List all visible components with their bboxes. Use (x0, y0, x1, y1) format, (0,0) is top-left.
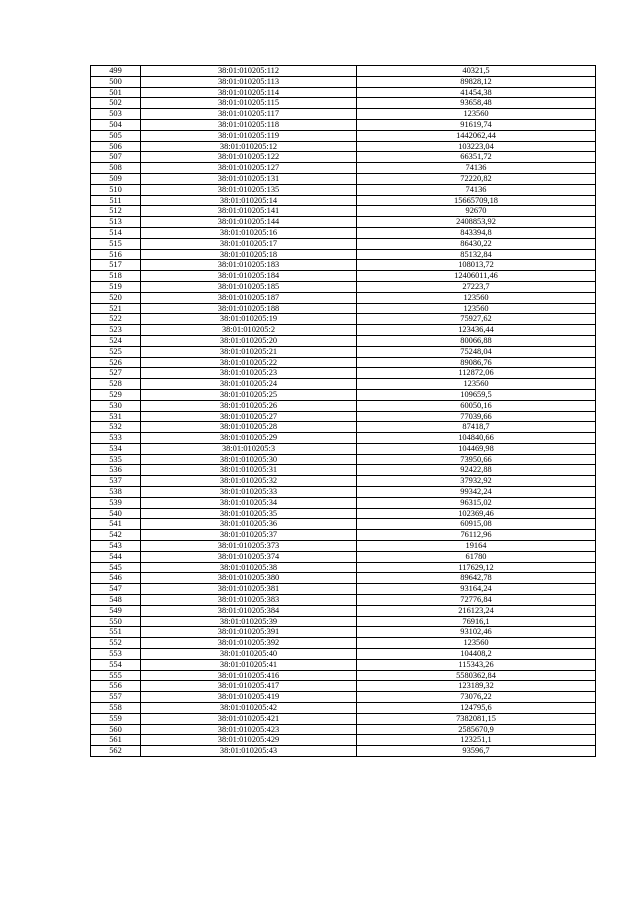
table-row (91, 616, 596, 627)
value-cell: 86430,22 (357, 238, 596, 249)
row-number-cell: 520 (91, 292, 141, 303)
table-row (91, 476, 596, 487)
table-row (91, 163, 596, 174)
value-cell: 41454,38 (357, 87, 596, 98)
cadastral-number-cell: 38:01:010205:27 (141, 411, 357, 422)
table-row (91, 303, 596, 314)
table-row (91, 595, 596, 606)
table-row (91, 314, 596, 325)
value-cell: 123560 (357, 303, 596, 314)
value-cell: 7382081,15 (357, 713, 596, 724)
value-cell: 72776,84 (357, 595, 596, 606)
value-cell: 74136 (357, 184, 596, 195)
value-cell: 19164 (357, 541, 596, 552)
value-cell: 99342,24 (357, 487, 596, 498)
value-cell: 123560 (357, 379, 596, 390)
table-row (91, 713, 596, 724)
row-number-cell: 524 (91, 335, 141, 346)
table-row (91, 195, 596, 206)
row-number-cell: 500 (91, 76, 141, 87)
value-cell: 76112,96 (357, 530, 596, 541)
row-number-cell: 513 (91, 217, 141, 228)
row-number-cell: 512 (91, 206, 141, 217)
cadastral-number-cell: 38:01:010205:14 (141, 195, 357, 206)
table-row (91, 746, 596, 757)
cadastral-number-cell: 38:01:010205:35 (141, 508, 357, 519)
row-number-cell: 531 (91, 411, 141, 422)
cadastral-number-cell: 38:01:010205:114 (141, 87, 357, 98)
cadastral-number-cell: 38:01:010205:392 (141, 638, 357, 649)
table-row (91, 109, 596, 120)
table-row (91, 346, 596, 357)
row-number-cell: 552 (91, 638, 141, 649)
value-cell: 109659,5 (357, 389, 596, 400)
table-row (91, 487, 596, 498)
row-number-cell: 511 (91, 195, 141, 206)
value-cell: 60050,16 (357, 400, 596, 411)
row-number-cell: 505 (91, 130, 141, 141)
cadastral-number-cell: 38:01:010205:25 (141, 389, 357, 400)
row-number-cell: 526 (91, 357, 141, 368)
row-number-cell: 542 (91, 530, 141, 541)
table-row (91, 724, 596, 735)
cadastral-number-cell: 38:01:010205:37 (141, 530, 357, 541)
value-cell: 103223,04 (357, 141, 596, 152)
cadastral-number-cell: 38:01:010205:144 (141, 217, 357, 228)
row-number-cell: 508 (91, 163, 141, 174)
table-row (91, 130, 596, 141)
row-number-cell: 546 (91, 573, 141, 584)
row-number-cell: 536 (91, 465, 141, 476)
cadastral-number-cell: 38:01:010205:391 (141, 627, 357, 638)
cadastral-number-cell: 38:01:010205:185 (141, 281, 357, 292)
row-number-cell: 533 (91, 433, 141, 444)
row-number-cell: 545 (91, 562, 141, 573)
value-cell: 93658,48 (357, 98, 596, 109)
cadastral-number-cell: 38:01:010205:187 (141, 292, 357, 303)
cadastral-number-cell: 38:01:010205:19 (141, 314, 357, 325)
table-row (91, 368, 596, 379)
table-row (91, 519, 596, 530)
table-row (91, 173, 596, 184)
cadastral-number-cell: 38:01:010205:115 (141, 98, 357, 109)
table-row (91, 217, 596, 228)
value-cell: 89828,12 (357, 76, 596, 87)
table-row (91, 465, 596, 476)
row-number-cell: 521 (91, 303, 141, 314)
table-row (91, 271, 596, 282)
value-cell: 124795,6 (357, 703, 596, 714)
value-cell: 123436,44 (357, 325, 596, 336)
row-number-cell: 518 (91, 271, 141, 282)
row-number-cell: 529 (91, 389, 141, 400)
row-number-cell: 559 (91, 713, 141, 724)
row-number-cell: 503 (91, 109, 141, 120)
cadastral-number-cell: 38:01:010205:113 (141, 76, 357, 87)
row-number-cell: 516 (91, 249, 141, 260)
cadastral-number-cell: 38:01:010205:381 (141, 584, 357, 595)
cadastral-number-cell: 38:01:010205:21 (141, 346, 357, 357)
value-cell: 123251,1 (357, 735, 596, 746)
row-number-cell: 558 (91, 703, 141, 714)
table-body (91, 66, 596, 757)
row-number-cell: 543 (91, 541, 141, 552)
cadastral-number-cell: 38:01:010205:12 (141, 141, 357, 152)
table-row (91, 573, 596, 584)
value-cell: 40321,5 (357, 66, 596, 77)
cadastral-number-cell: 38:01:010205:383 (141, 595, 357, 606)
cadastral-number-cell: 38:01:010205:117 (141, 109, 357, 120)
cadastral-number-cell: 38:01:010205:184 (141, 271, 357, 282)
value-cell: 104408,2 (357, 649, 596, 660)
row-number-cell: 514 (91, 227, 141, 238)
cadastral-number-cell: 38:01:010205:188 (141, 303, 357, 314)
cadastral-number-cell: 38:01:010205:34 (141, 497, 357, 508)
value-cell: 85132,84 (357, 249, 596, 260)
cadastral-number-cell: 38:01:010205:423 (141, 724, 357, 735)
cadastral-number-cell: 38:01:010205:373 (141, 541, 357, 552)
table-row (91, 508, 596, 519)
table-row (91, 206, 596, 217)
cadastral-number-cell: 38:01:010205:374 (141, 551, 357, 562)
row-number-cell: 551 (91, 627, 141, 638)
cadastral-number-cell: 38:01:010205:380 (141, 573, 357, 584)
value-cell: 2585670,9 (357, 724, 596, 735)
table-row (91, 735, 596, 746)
table-row (91, 443, 596, 454)
value-cell: 60915,08 (357, 519, 596, 530)
row-number-cell: 535 (91, 454, 141, 465)
row-number-cell: 562 (91, 746, 141, 757)
row-number-cell: 549 (91, 605, 141, 616)
table-row (91, 238, 596, 249)
table-row (91, 66, 596, 77)
value-cell: 112872,06 (357, 368, 596, 379)
value-cell: 74136 (357, 163, 596, 174)
cadastral-number-cell: 38:01:010205:28 (141, 422, 357, 433)
value-cell: 843394,8 (357, 227, 596, 238)
cadastral-number-cell: 38:01:010205:131 (141, 173, 357, 184)
cadastral-number-cell: 38:01:010205:31 (141, 465, 357, 476)
row-number-cell: 502 (91, 98, 141, 109)
value-cell: 5580362,84 (357, 670, 596, 681)
cadastral-number-cell: 38:01:010205:41 (141, 659, 357, 670)
value-cell: 89086,76 (357, 357, 596, 368)
table-row (91, 389, 596, 400)
value-cell: 77039,66 (357, 411, 596, 422)
cadastral-number-cell: 38:01:010205:33 (141, 487, 357, 498)
row-number-cell: 554 (91, 659, 141, 670)
row-number-cell: 537 (91, 476, 141, 487)
value-cell: 104840,66 (357, 433, 596, 444)
table-row (91, 605, 596, 616)
row-number-cell: 553 (91, 649, 141, 660)
value-cell: 123189,32 (357, 681, 596, 692)
cadastral-number-cell: 38:01:010205:119 (141, 130, 357, 141)
table-row (91, 584, 596, 595)
row-number-cell: 515 (91, 238, 141, 249)
table-row (91, 87, 596, 98)
cadastral-number-cell: 38:01:010205:419 (141, 692, 357, 703)
cadastral-number-cell: 38:01:010205:22 (141, 357, 357, 368)
cadastral-table (90, 65, 596, 757)
cadastral-number-cell: 38:01:010205:141 (141, 206, 357, 217)
row-number-cell: 507 (91, 152, 141, 163)
table-row (91, 400, 596, 411)
table-row (91, 325, 596, 336)
value-cell: 92422,88 (357, 465, 596, 476)
cadastral-number-cell: 38:01:010205:26 (141, 400, 357, 411)
row-number-cell: 540 (91, 508, 141, 519)
row-number-cell: 509 (91, 173, 141, 184)
table-row (91, 497, 596, 508)
row-number-cell: 528 (91, 379, 141, 390)
value-cell: 102369,46 (357, 508, 596, 519)
table-row (91, 152, 596, 163)
table-row (91, 141, 596, 152)
cadastral-number-cell: 38:01:010205:42 (141, 703, 357, 714)
row-number-cell: 560 (91, 724, 141, 735)
cadastral-number-cell: 38:01:010205:118 (141, 119, 357, 130)
table-row (91, 627, 596, 638)
table-row (91, 692, 596, 703)
table-row (91, 649, 596, 660)
row-number-cell: 532 (91, 422, 141, 433)
row-number-cell: 501 (91, 87, 141, 98)
row-number-cell: 547 (91, 584, 141, 595)
row-number-cell: 504 (91, 119, 141, 130)
value-cell: 72220,82 (357, 173, 596, 184)
value-cell: 93164,24 (357, 584, 596, 595)
value-cell: 1442062,44 (357, 130, 596, 141)
value-cell: 92670 (357, 206, 596, 217)
value-cell: 75248,04 (357, 346, 596, 357)
row-number-cell: 556 (91, 681, 141, 692)
table-row (91, 379, 596, 390)
row-number-cell: 527 (91, 368, 141, 379)
table-row (91, 433, 596, 444)
value-cell: 73076,22 (357, 692, 596, 703)
table-row (91, 411, 596, 422)
cadastral-number-cell: 38:01:010205:40 (141, 649, 357, 660)
value-cell: 27223,7 (357, 281, 596, 292)
row-number-cell: 541 (91, 519, 141, 530)
cadastral-number-cell: 38:01:010205:2 (141, 325, 357, 336)
table-row (91, 703, 596, 714)
row-number-cell: 548 (91, 595, 141, 606)
table-row (91, 681, 596, 692)
table-row (91, 562, 596, 573)
value-cell: 93102,46 (357, 627, 596, 638)
table-row (91, 98, 596, 109)
cadastral-number-cell: 38:01:010205:421 (141, 713, 357, 724)
row-number-cell: 519 (91, 281, 141, 292)
table-row (91, 638, 596, 649)
table-row (91, 454, 596, 465)
cadastral-number-cell: 38:01:010205:384 (141, 605, 357, 616)
value-cell: 123560 (357, 109, 596, 120)
cadastral-number-cell: 38:01:010205:20 (141, 335, 357, 346)
value-cell: 80066,88 (357, 335, 596, 346)
value-cell: 108013,72 (357, 260, 596, 271)
table-row (91, 335, 596, 346)
cadastral-number-cell: 38:01:010205:3 (141, 443, 357, 454)
cadastral-number-cell: 38:01:010205:23 (141, 368, 357, 379)
row-number-cell: 539 (91, 497, 141, 508)
row-number-cell: 534 (91, 443, 141, 454)
table-row (91, 119, 596, 130)
cadastral-number-cell: 38:01:010205:43 (141, 746, 357, 757)
value-cell: 216123,24 (357, 605, 596, 616)
value-cell: 15665709,18 (357, 195, 596, 206)
value-cell: 115343,26 (357, 659, 596, 670)
value-cell: 89642,78 (357, 573, 596, 584)
cadastral-number-cell: 38:01:010205:127 (141, 163, 357, 174)
value-cell: 123560 (357, 292, 596, 303)
row-number-cell: 561 (91, 735, 141, 746)
cadastral-number-cell: 38:01:010205:417 (141, 681, 357, 692)
value-cell: 76916,1 (357, 616, 596, 627)
row-number-cell: 510 (91, 184, 141, 195)
cadastral-number-cell: 38:01:010205:30 (141, 454, 357, 465)
table-row (91, 422, 596, 433)
cadastral-number-cell: 38:01:010205:39 (141, 616, 357, 627)
cadastral-number-cell: 38:01:010205:32 (141, 476, 357, 487)
row-number-cell: 499 (91, 66, 141, 77)
cadastral-number-cell: 38:01:010205:429 (141, 735, 357, 746)
table-row (91, 357, 596, 368)
table-row (91, 76, 596, 87)
cadastral-number-cell: 38:01:010205:38 (141, 562, 357, 573)
row-number-cell: 538 (91, 487, 141, 498)
value-cell: 73950,66 (357, 454, 596, 465)
table-row (91, 281, 596, 292)
table-row (91, 249, 596, 260)
row-number-cell: 550 (91, 616, 141, 627)
value-cell: 104469,98 (357, 443, 596, 454)
row-number-cell: 517 (91, 260, 141, 271)
row-number-cell: 522 (91, 314, 141, 325)
row-number-cell: 506 (91, 141, 141, 152)
cadastral-number-cell: 38:01:010205:135 (141, 184, 357, 195)
value-cell: 91619,74 (357, 119, 596, 130)
cadastral-number-cell: 38:01:010205:416 (141, 670, 357, 681)
cadastral-number-cell: 38:01:010205:122 (141, 152, 357, 163)
value-cell: 12406011,46 (357, 271, 596, 282)
table-row (91, 541, 596, 552)
table-row (91, 184, 596, 195)
value-cell: 117629,12 (357, 562, 596, 573)
cadastral-number-cell: 38:01:010205:112 (141, 66, 357, 77)
row-number-cell: 555 (91, 670, 141, 681)
table-row (91, 551, 596, 562)
cadastral-number-cell: 38:01:010205:24 (141, 379, 357, 390)
table-row (91, 227, 596, 238)
value-cell: 93596,7 (357, 746, 596, 757)
table-row (91, 670, 596, 681)
value-cell: 66351,72 (357, 152, 596, 163)
value-cell: 2408853,92 (357, 217, 596, 228)
cadastral-number-cell: 38:01:010205:36 (141, 519, 357, 530)
value-cell: 75927,62 (357, 314, 596, 325)
value-cell: 61780 (357, 551, 596, 562)
value-cell: 123560 (357, 638, 596, 649)
table-row (91, 530, 596, 541)
row-number-cell: 544 (91, 551, 141, 562)
value-cell: 96315,02 (357, 497, 596, 508)
cadastral-number-cell: 38:01:010205:183 (141, 260, 357, 271)
cadastral-number-cell: 38:01:010205:17 (141, 238, 357, 249)
row-number-cell: 523 (91, 325, 141, 336)
value-cell: 37932,92 (357, 476, 596, 487)
row-number-cell: 530 (91, 400, 141, 411)
table-row (91, 659, 596, 670)
value-cell: 87418,7 (357, 422, 596, 433)
table-row (91, 292, 596, 303)
row-number-cell: 525 (91, 346, 141, 357)
cadastral-number-cell: 38:01:010205:29 (141, 433, 357, 444)
cadastral-number-cell: 38:01:010205:18 (141, 249, 357, 260)
table-row (91, 260, 596, 271)
cadastral-number-cell: 38:01:010205:16 (141, 227, 357, 238)
row-number-cell: 557 (91, 692, 141, 703)
